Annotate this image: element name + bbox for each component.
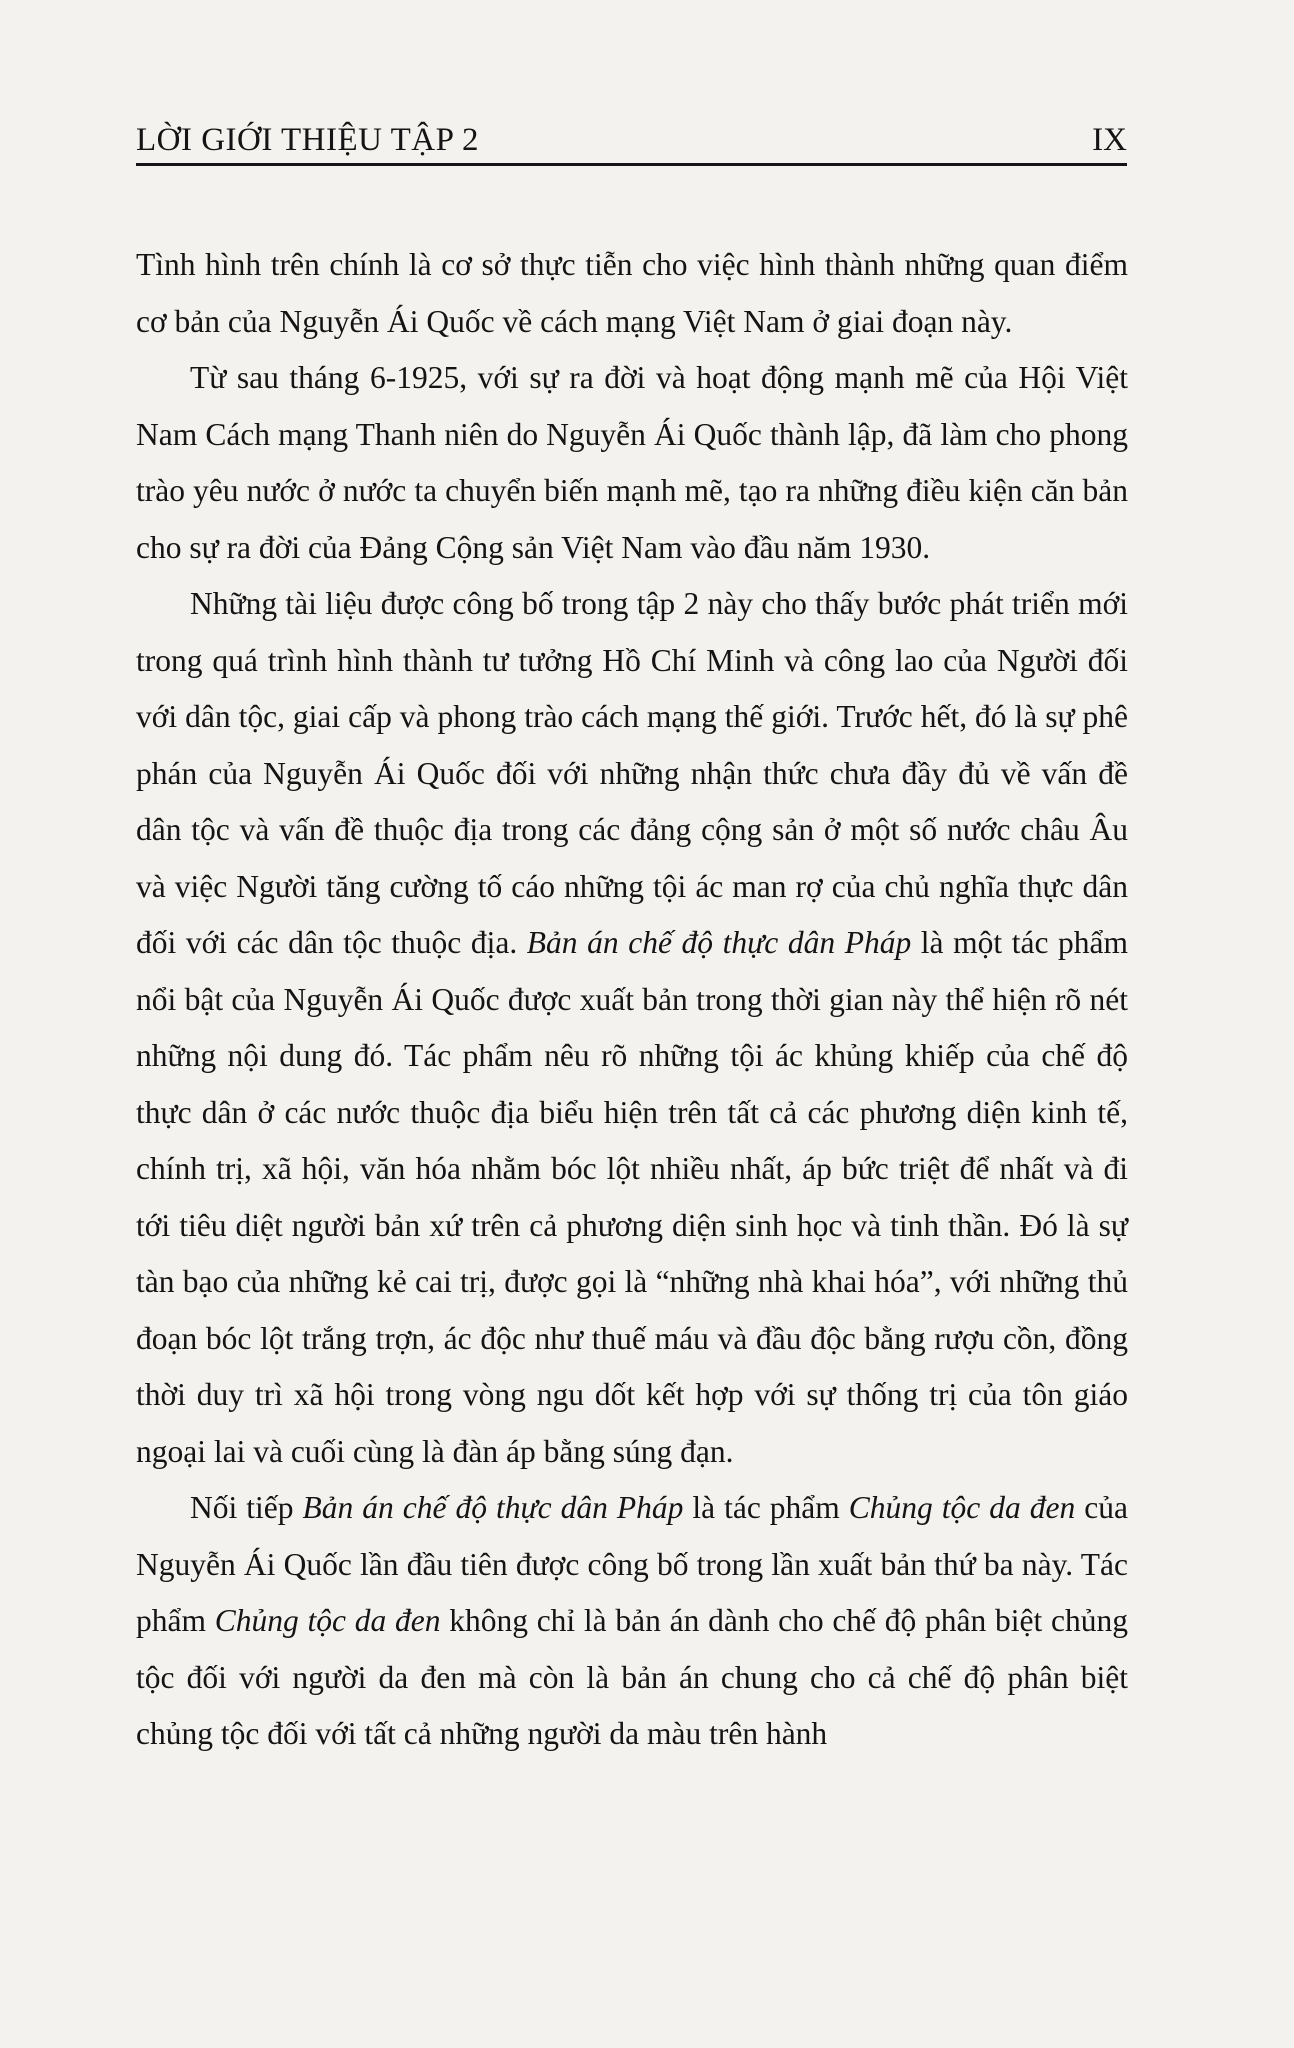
page-number: IX: [1092, 122, 1127, 158]
paragraph-text: Nối tiếp: [190, 1490, 303, 1525]
work-title-italic: Bản án chế độ thực dân Pháp: [526, 925, 912, 960]
bottom-margin: [0, 2008, 1294, 2048]
paragraph-text: Từ sau tháng 6-1925, với sự ra đời và hoạt động mạnh mẽ của Hội Việt Nam Cách mạng Thanh niên do Nguyễn Ái Quốc thành lập, đã làm cho phong trào yêu nước ở nước ta chuyển biến mạnh mẽ, tạo ra những điều kiện căn bản cho sự ra đời của Đảng Cộng sản Việt Nam vào đầu năm 1930.: [136, 360, 1128, 565]
paragraph: [136, 1480, 1128, 1763]
paragraph-text: Những tài liệu được công bố trong tập 2 này cho thấy bước phát triển mới trong quá trình hình thành tư tưởng Hồ Chí Minh và công lao của Người đối với dân tộc, giai cấp và phong trào cách mạng thế giới. Trước hết, đó là sự phê phán của Nguyễn Ái Quốc đối với những nhận thức chưa đầy đủ về vấn đề dân tộc và vấn đề thuộc địa trong các đảng cộng sản ở một số nước châu Âu và việc Người tăng cường tố cáo những tội ác man rợ của chủ nghĩa thực dân đối với các dân tộc thuộc địa.: [136, 586, 1128, 960]
work-title-italic: Bản án chế độ thực dân Pháp: [302, 1490, 684, 1525]
work-title-italic: Chủng tộc da đen: [848, 1490, 1076, 1525]
header-rule: [136, 163, 1127, 166]
paragraph-continuation: [136, 237, 1128, 350]
paragraph-text: không chỉ là bản án dành cho chế độ phân biệt chủng tộc đối với người da đen mà còn là bản án chung cho cả chế độ phân biệt chủng tộc đối với tất cả những người da màu trên hành: [136, 1603, 1128, 1751]
paragraph-text: của Nguyễn Ái Quốc lần đầu tiên được công bố trong lần xuất bản thứ ba này. Tác phẩm: [136, 1490, 1128, 1638]
body-text: [136, 237, 1128, 1763]
paragraph: [136, 576, 1128, 1480]
paragraph-text: là một tác phẩm nổi bật của Nguyễn Ái Quốc được xuất bản trong thời gian này thể hiện rõ nét những nội dung đó. Tác phẩm nêu rõ những tội ác khủng khiếp của chế độ thực dân ở các nước thuộc địa biểu hiện trên tất cả các phương diện kinh tế, chính trị, xã hội, văn hóa nhằm bóc lột nhiều nhất, áp bức triệt để nhất và đi tới tiêu diệt người bản xứ trên cả phương diện sinh học và tinh thần. Đó là sự tàn bạo của những kẻ cai trị, được gọi là “những nhà khai hóa”, với những thủ đoạn bóc lột trắng trợn, ác độc như thuế máu và đầu độc bằng rượu cồn, đồng thời duy trì xã hội trong vòng ngu dốt kết hợp với sự thống trị của tôn giáo ngoại lai và cuối cùng là đàn áp bằng súng đạn.: [136, 925, 1128, 1469]
paragraph: [136, 350, 1128, 576]
paragraph-text: Tình hình trên chính là cơ sở thực tiễn cho việc hình thành những quan điểm cơ bản của Nguyễn Ái Quốc về cách mạng Việt Nam ở giai đoạn này.: [136, 247, 1128, 339]
page-header: [136, 112, 1127, 166]
running-title: LỜI GIỚI THIỆU TẬP 2: [136, 122, 480, 158]
paragraph-text: là tác phẩm: [683, 1490, 849, 1525]
work-title-italic: Chủng tộc da đen: [214, 1603, 441, 1638]
